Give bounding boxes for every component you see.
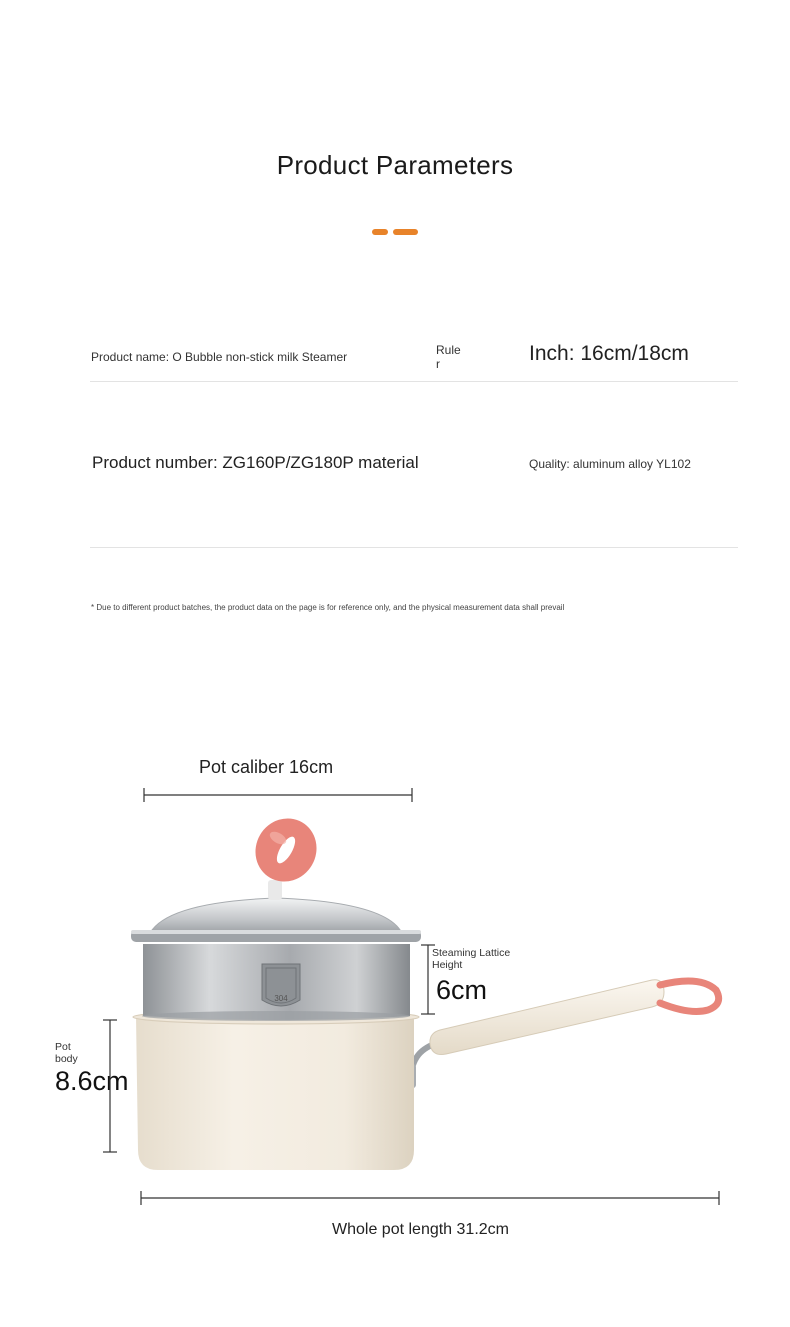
product-number: Product number: ZG160P/ZG180P material: [92, 453, 419, 472]
steaming-label-line2: Height: [432, 959, 463, 971]
pot-handle: [406, 980, 719, 1088]
whole-length-dimension-line: [141, 1191, 719, 1205]
pot-body-dimension-line: [103, 1020, 117, 1152]
inch-value: Inch: 16cm/18cm: [529, 342, 689, 365]
pot-caliber-dimension-line: [144, 788, 412, 802]
pot-lid: [131, 880, 421, 942]
pot-caliber-label: Pot caliber 16cm: [199, 757, 334, 777]
handle-hanging-loop: [660, 981, 719, 1011]
page-title: Product Parameters: [276, 150, 514, 180]
reference-note: * Due to different product batches, the product data on the page is for reference only, and the physical measurement data shall prevail: [91, 603, 565, 612]
product-name: Product name: O Bubble non-stick milk Steamer: [91, 350, 348, 364]
pot-body-value: 8.6cm: [55, 1066, 129, 1096]
steamer-emblem-text: 304: [274, 994, 288, 1003]
pot-body-line2: body: [55, 1053, 78, 1065]
pot-body: [133, 1010, 419, 1170]
steaming-label-line1: Steaming Lattice: [432, 947, 511, 959]
lid-knob: [244, 807, 328, 892]
steaming-height-dimension-line: [421, 945, 435, 1014]
steaming-height-value: 6cm: [436, 975, 488, 1005]
whole-length-label: Whole pot length 31.2cm: [332, 1221, 509, 1238]
pot-body-line1: Pot: [55, 1041, 71, 1053]
ruler-label-line1: Rule: [436, 343, 461, 357]
quality-value: Quality: aluminum alloy YL102: [529, 457, 691, 471]
ruler-label-line2: r: [436, 357, 440, 371]
